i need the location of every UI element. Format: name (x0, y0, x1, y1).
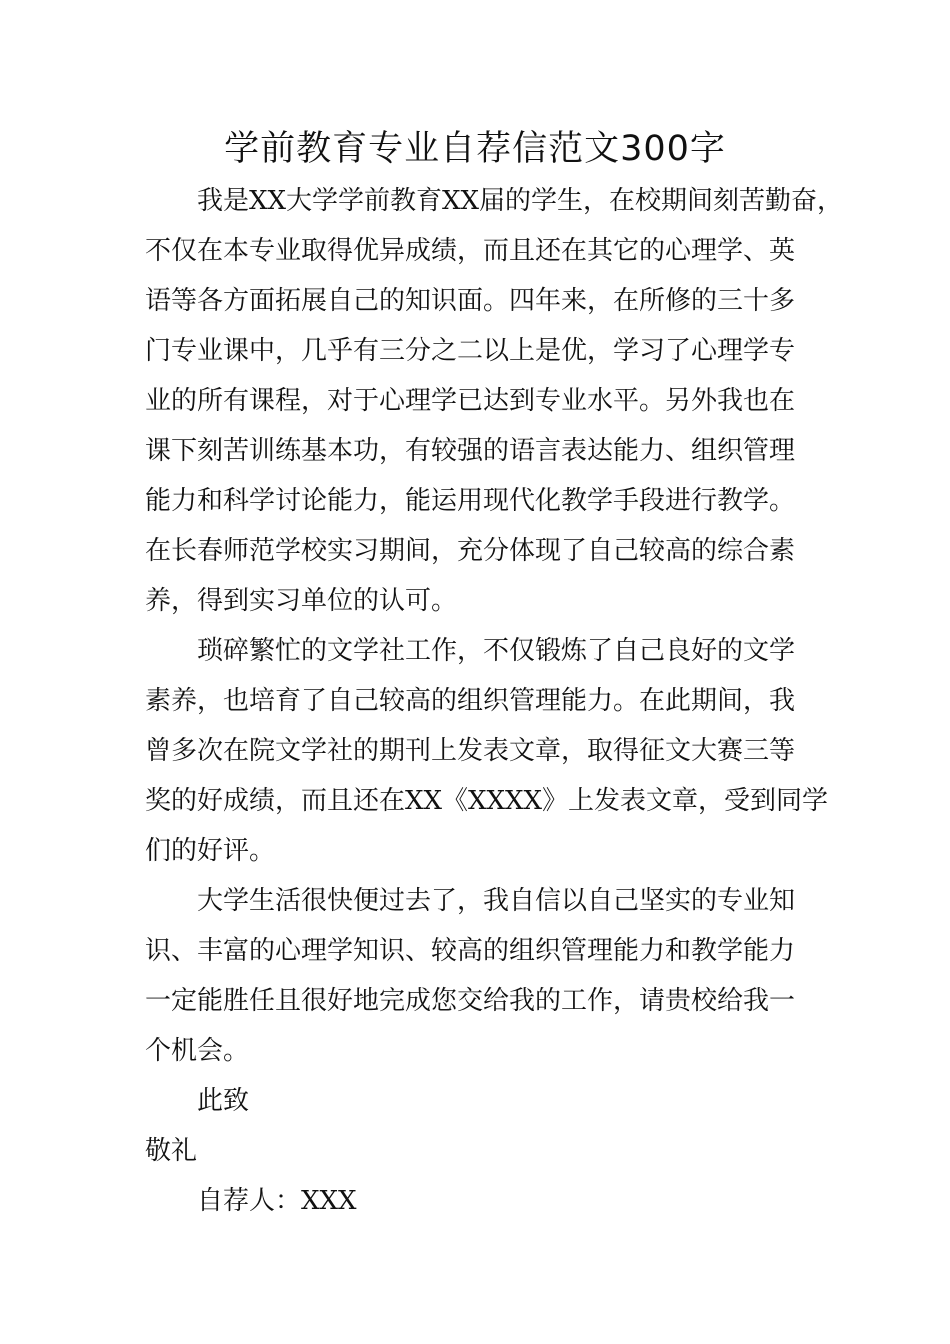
paragraph-3-line-3: 一定能胜任且很好地完成您交给我的工作，请贵校给我一 (145, 986, 796, 1016)
paragraph-1-line-7: 能力和科学讨论能力，能运用现代化教学手段进行教学。 (145, 486, 796, 516)
closing-salute: 敬礼 (145, 1136, 198, 1166)
paragraph-3-line-1: 大学生活很快便过去了，我自信以自己坚实的专业知 (197, 886, 796, 916)
paragraph-2-line-5: 们的好评。 (145, 836, 276, 866)
closing-signature: 自荐人：XXX (197, 1186, 357, 1216)
paragraph-2-line-1: 琐碎繁忙的文学社工作，不仅锻炼了自己良好的文学 (197, 636, 796, 666)
paragraph-2-line-2: 素养，也培育了自己较高的组织管理能力。在此期间，我 (145, 686, 796, 716)
paragraph-2-line-3: 曾多次在院文学社的期刊上发表文章，取得征文大赛三等 (145, 736, 796, 766)
paragraph-1-line-9: 养，得到实习单位的认可。 (145, 586, 458, 616)
paragraph-2-line-4: 奖的好成绩，而且还在XX《XXXX》上发表文章，受到同学 (145, 786, 829, 816)
document-title: 学前教育专业自荐信范文300字 (224, 129, 726, 169)
paragraph-1-line-3: 语等各方面拓展自己的知识面。四年来，在所修的三十多 (145, 286, 796, 316)
paragraph-1-line-5: 业的所有课程，对于心理学已达到专业水平。另外我也在 (145, 386, 796, 416)
paragraph-1-line-4: 门专业课中，几乎有三分之二以上是优，学习了心理学专 (145, 336, 796, 366)
paragraph-1-line-8: 在长春师范学校实习期间，充分体现了自己较高的综合素 (145, 536, 796, 566)
closing-greeting: 此致 (197, 1086, 250, 1116)
paragraph-1-line-1: 我是XX大学学前教育XX届的学生，在校期间刻苦勤奋， (197, 186, 844, 216)
paragraph-3-line-4: 个机会。 (145, 1036, 250, 1066)
paragraph-3-line-2: 识、丰富的心理学知识、较高的组织管理能力和教学能力 (145, 936, 796, 966)
paragraph-1-line-2: 不仅在本专业取得优异成绩，而且还在其它的心理学、英 (145, 236, 796, 266)
paragraph-1-line-6: 课下刻苦训练基本功，有较强的语言表达能力、组织管理 (145, 436, 796, 466)
